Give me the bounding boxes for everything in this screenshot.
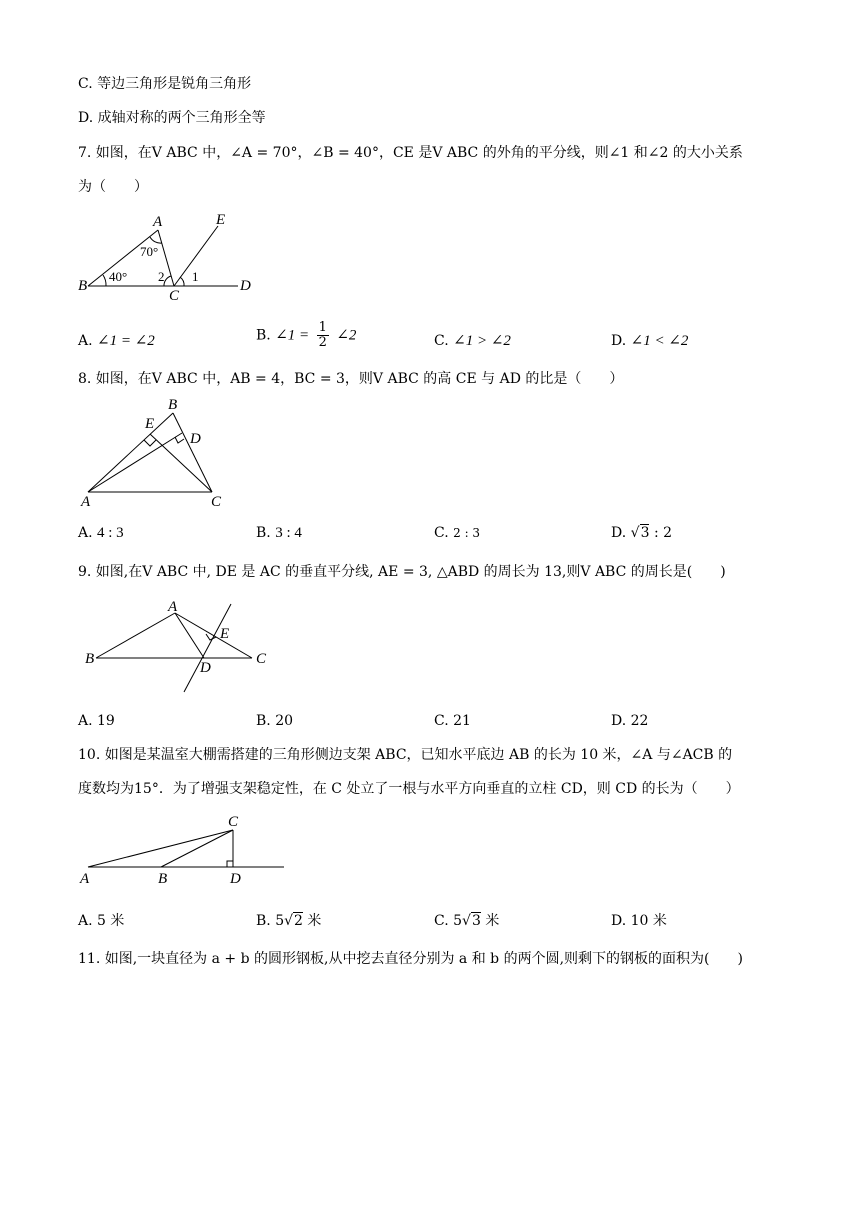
fig8-right-angle-d xyxy=(175,437,184,443)
q10-option-a-text: 5 米 xyxy=(97,913,125,929)
fig8-seg-bc xyxy=(173,413,212,492)
q10-option-b-coef: 5 xyxy=(275,913,285,929)
q7-stem: 7. 如图，在V ABC 中，∠A = 70°，∠B = 40°，CE 是V ABC 的外角的平分线，则∠1 和∠2 的大小关系 xyxy=(78,145,743,161)
fig9-label-e: E xyxy=(220,626,230,642)
q8-option-d-post: : 2 xyxy=(653,525,673,541)
q8-option-d[interactable] xyxy=(611,525,672,541)
q9-option-b-text: 20 xyxy=(275,713,294,729)
q9-stem: 9. 如图,在V ABC 中, DE 是 AC 的垂直平分线, AE = 3, △ABD 的周长为 13,则V ABC 的周长是( ) xyxy=(78,564,726,580)
q7-option-b-pre: ∠1 = xyxy=(275,327,310,344)
q8-option-a[interactable] xyxy=(78,525,124,542)
q7-option-b-label: B. xyxy=(256,327,271,344)
fig7-arc-b xyxy=(103,275,106,286)
fig10-label-a: A xyxy=(80,871,90,887)
q10-stem-cont: 度数均为15°．为了增强支架稳定性，在 C 处立了一根与水平方向垂直的立柱 CD，则 CD 的长为（ ） xyxy=(78,781,740,797)
q8-option-a-label: A. xyxy=(78,525,93,541)
fig10-seg-bc xyxy=(161,830,233,867)
q10-option-c-unit: 米 xyxy=(485,913,500,929)
fig7-label-2: 2 xyxy=(158,269,165,284)
q10-option-c-sqrt-sign: √ xyxy=(462,913,471,929)
q10-options xyxy=(78,910,778,930)
q9-option-a-label: A. xyxy=(78,713,93,729)
fig8-label-d: D xyxy=(190,431,201,447)
q7-option-b-num: 1 xyxy=(318,320,327,335)
fig7-arc-2 xyxy=(164,276,171,286)
fig8-right-angle-e xyxy=(144,440,156,446)
q8-option-a-text: 4 : 3 xyxy=(97,525,124,541)
q10-option-b-sqrt-sign: √ xyxy=(284,913,294,929)
q7-option-b-post: ∠2 xyxy=(336,327,357,344)
q9-option-a[interactable] xyxy=(78,713,115,729)
fig9-seg-ac xyxy=(175,613,252,658)
fig10-label-c: C xyxy=(228,814,239,830)
fig7-label-d: D xyxy=(240,278,251,294)
q8-option-c[interactable] xyxy=(434,525,480,541)
fig7-label-c: C xyxy=(169,288,180,304)
fig9-seg-ba xyxy=(96,613,175,658)
q7-option-a[interactable] xyxy=(78,331,155,350)
q8-option-d-label: D. xyxy=(611,525,627,541)
q10-option-d-text: 10 米 xyxy=(630,913,667,929)
q10-option-a[interactable] xyxy=(78,910,124,930)
fig8-seg-ab xyxy=(88,413,173,492)
fig9-label-b: B xyxy=(85,651,95,667)
q7-option-d[interactable] xyxy=(611,331,688,350)
q9-option-d-text: 22 xyxy=(630,713,649,729)
q8-option-d-radicand: 3 xyxy=(640,525,650,541)
q7-option-c-label: C. xyxy=(434,333,449,349)
fig9-label-a: A xyxy=(168,599,178,615)
fig7-label-70: 70° xyxy=(140,244,159,259)
q9-options xyxy=(78,713,778,733)
fig7-arc-1 xyxy=(180,277,184,286)
q7-option-b-fraction xyxy=(317,321,329,350)
q8-option-d-sqrt-sign: √ xyxy=(630,525,640,541)
q7-option-c-text: ∠1 > ∠2 xyxy=(453,333,511,349)
fig7-label-1: 1 xyxy=(192,269,199,284)
fig9-label-d: D xyxy=(200,660,211,676)
q10-option-c-label: C. xyxy=(434,913,449,929)
q9-option-b[interactable] xyxy=(256,713,293,729)
q10-option-d[interactable] xyxy=(611,910,667,930)
q9-option-d-label: D. xyxy=(611,713,627,729)
figure-q8 xyxy=(78,395,238,510)
q9-option-a-text: 19 xyxy=(97,713,115,729)
q8-option-b[interactable] xyxy=(256,525,302,542)
q10-stem: 10. 如图是某温室大棚需搭建的三角形侧边支架 ABC，已知水平底边 AB 的长为 10 米，∠A 与∠ACB 的 xyxy=(78,747,733,763)
q8-option-b-text: 3 : 4 xyxy=(275,525,302,541)
q8-option-c-text: 2 : 3 xyxy=(453,526,481,540)
q10-option-b-label: B. xyxy=(256,913,271,929)
q10-option-b-unit: 米 xyxy=(307,913,322,929)
q9-option-c-text: 21 xyxy=(453,713,471,729)
fig9-line-de xyxy=(184,604,231,692)
fig8-label-c: C xyxy=(211,494,222,510)
q9-option-b-label: B. xyxy=(256,713,271,729)
q6-option-d: D. 成轴对称的两个三角形全等 xyxy=(78,110,266,126)
figure-q10 xyxy=(78,810,298,890)
q8-option-b-label: B. xyxy=(256,525,271,541)
fig8-seg-ad xyxy=(88,433,182,492)
q10-option-b-radicand: 2 xyxy=(294,913,303,929)
q9-option-d[interactable] xyxy=(611,713,648,729)
fig8-label-e: E xyxy=(145,416,155,432)
q7-option-c[interactable] xyxy=(434,331,511,350)
q7-option-d-text: ∠1 < ∠2 xyxy=(630,333,689,349)
q10-option-d-label: D. xyxy=(611,913,627,929)
q7-option-b[interactable] xyxy=(256,321,356,350)
q7-option-d-label: D. xyxy=(611,333,627,349)
q7-options xyxy=(78,320,778,351)
q10-option-c-coef: 5 xyxy=(453,913,463,929)
fig9-seg-ad xyxy=(175,613,204,658)
q9-option-c[interactable] xyxy=(434,713,471,729)
fig8-seg-ce xyxy=(150,434,212,492)
q11-stem: 11. 如图,一块直径为 a + b 的圆形钢板,从中挖去直径分别为 a 和 b 的两个圆,则剩下的钢板的面积为( ) xyxy=(78,951,743,967)
fig7-label-b: B xyxy=(78,278,88,294)
fig8-label-b: B xyxy=(168,397,178,413)
q9-option-c-label: C. xyxy=(434,713,449,729)
q7-option-a-text: ∠1 = ∠2 xyxy=(97,333,155,349)
fig7-label-e: E xyxy=(216,212,226,228)
q8-stem: 8. 如图，在V ABC 中，AB = 4，BC = 3，则V ABC 的高 CE 与 AD 的比是（ ） xyxy=(78,371,624,387)
fig10-label-d: D xyxy=(230,871,241,887)
q10-option-a-label: A. xyxy=(78,913,93,929)
figure-q7 xyxy=(78,210,278,304)
q7-option-b-den: 2 xyxy=(318,335,327,350)
q8-option-c-label: C. xyxy=(434,525,449,541)
fig10-right-angle-d xyxy=(227,861,233,867)
fig7-label-40: 40° xyxy=(109,269,128,284)
q7-stem-cont: 为（ ） xyxy=(78,179,148,195)
fig10-seg-ac xyxy=(88,830,233,867)
fig9-label-c: C xyxy=(256,651,267,667)
fig7-label-a: A xyxy=(153,214,163,230)
q6-option-c: C. 等边三角形是锐角三角形 xyxy=(78,76,252,92)
fig10-label-b: B xyxy=(158,871,168,887)
q10-option-c[interactable] xyxy=(434,910,499,930)
q7-option-a-label: A. xyxy=(78,333,93,349)
fig8-label-a: A xyxy=(81,494,91,510)
q8-options xyxy=(78,525,778,545)
figure-q9 xyxy=(82,597,282,697)
q10-option-b[interactable] xyxy=(256,910,321,930)
q10-option-c-radicand: 3 xyxy=(471,913,481,929)
